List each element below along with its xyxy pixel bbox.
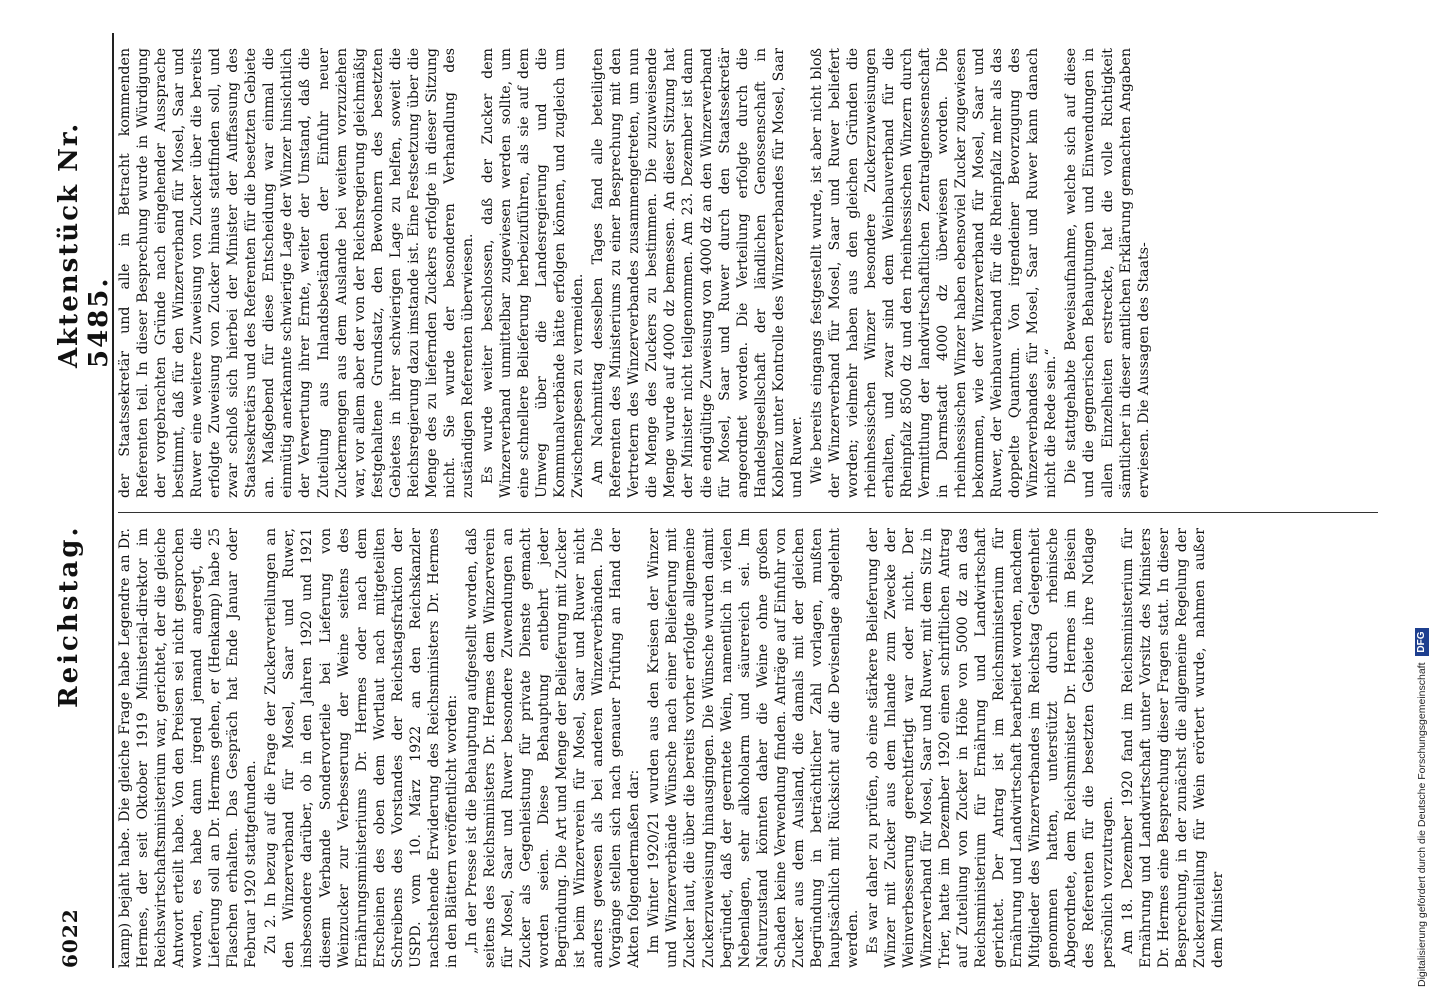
paragraph: „In der Presse ist die Behauptung aufgestellt worden, daß seitens des Reichsministers Dr. Hermes dem Winzerverein für Mosel, Saar und Ruwer besondere Zuwendungen an Zucker als Gegenleistung für private Dienste gemacht worden seien. Diese Behauptung entbehrt jeder Begründung. Die Art und Menge der Belieferung mit Zucker ist beim Winzerverein für Mosel, Saar und Ruwer nicht anders gewesen als bei anderen Winzerverbänden. Die Vorgänge stellen sich nach genauer Prüfung an Hand der Akten folgendermaßen dar: bbox=[463, 528, 643, 968]
rotated-document bbox=[52, 33, 1392, 968]
header-right-title: Aktenstück Nr. 5485. bbox=[54, 121, 114, 368]
paragraph: Die stattgehabte Beweisaufnahme, welche sich auf diese und die gegnerischen Behauptungen und Einwendungen in allen Einzelheiten erstreckte, hat die volle Richtigkeit sämtlicher in dieser amtlichen Erklärung gemachten Angaben erwiesen. Die Aussagen des Staats- bbox=[1063, 48, 1152, 498]
header-left-title: Reichstag. bbox=[54, 524, 84, 708]
column-divider bbox=[118, 512, 1378, 513]
right-column bbox=[116, 48, 1386, 498]
page-number: 6022 bbox=[58, 908, 82, 968]
dfg-note-text: Digitalisierung gefördert durch die Deutsche Forschungsgemeinschaft bbox=[1416, 662, 1428, 987]
page-header bbox=[52, 33, 114, 968]
dfg-logo: DFG bbox=[1415, 628, 1429, 655]
paragraph: Es wurde weiter beschlossen, daß der Zucker dem Winzerverband unmittelbar zugewiesen werden sollte, um eine schnellere Belieferung herbeizuführen, als sie auf dem Umweg über die Landesregierung und die Kommunalverbände hätte erfolgen können, und zugleich um Zwischenspesen zu vermeiden. bbox=[479, 48, 587, 498]
paragraph: Wie bereits eingangs festgestellt wurde, ist aber nicht bloß der Winzerverband für Mosel, Saar und Ruwer beliefert worden; vielmehr haben aus den gleichen Gründen die rheinhessischen Winzer besondere Zuckerzuweisungen erhalten, und zwar sind dem Weinbauverband für die Rheinpfalz 8500 dz und den rheinhessischen Winzern durch Vermittlung der landwirtschaftlichen Zentralgenossenschaft in Darmstadt 4000 dz überwiesen worden. Die rheinhessischen Winzer haben ebensoviel Zucker zugewiesen bekommen, wie der Winzerverband für Mosel, Saar und Ruwer, der Weinbauverband für die Rheinpfalz mehr als das doppelte Quantum. Von irgendeiner Bevorzugung des Winzerverbandes für Mosel, Saar und Ruwer kann danach nicht die Rede sein.“ bbox=[808, 48, 1060, 498]
left-column bbox=[116, 528, 1386, 968]
paragraph: Es war daher zu prüfen, ob eine stärkere Belieferung der Winzer mit Zucker aus dem Inlande zum Zwecke der Weinverbesserung gerechtfertigt war oder nicht. Der Winzerverband für Mosel, Saar und Ruwer, mit dem Sitz in Trier, hatte im Dezember 1920 einen schriftlichen Antrag auf Zuteilung von Zucker in Höhe von 5000 dz an das Reichsministerium für Ernährung und Landwirtschaft gerichtet. Der Antrag ist im Reichsministerium für Ernährung und Landwirtschaft bearbeitet worden, nachdem Mitglieder des Winzerverbandes im Reichstag Gelegenheit genommen hatten, unterstützt durch rheinische Abgeordnete, dem Reichsminister Dr. Hermes im Beisein des Referenten für die besetzten Gebiete ihre Notlage persönlich vorzutragen. bbox=[864, 528, 1116, 968]
paragraph: kamp) bejaht habe. Die gleiche Frage habe Legendre an Dr. Hermes, der seit Oktober 1919 Ministerial-direktor im Reichswirtschaftsministerium war, gerichtet, der die gleiche Antwort erteilt habe. Von den Preisen sei nicht gesprochen worden, es habe dann irgend jemand angeregt, die Lieferung soll an Dr. Hermes gehen, er (Henkamp) habe 25 Flaschen erhalten. Das Gespräch hat Ende Januar oder Februar 1920 stattgefunden. bbox=[117, 528, 260, 968]
paragraph: Zu 2. In bezug auf die Frage der Zuckerverteilungen an den Winzerverband für Mosel, Saar und Ruwer, insbesondere darüber, ob in den Jahren 1920 und 1921 diesem Verbande Sondervorteile bei Lieferung von Weinzucker zur Verbesserung der Weine seitens des Ernährungsministeriums Dr. Hermes oder nach dem Erscheinen des oben dem Wortlaut nach mitgeteilten Schreibens des Vorstandes der Reichstagsfraktion der USPD. vom 10. März 1922 an den Reichskanzler nachstehende Erwiderung des Reichsministers Dr. Hermes in den Blättern veröffentlicht worden: bbox=[263, 528, 460, 968]
paragraph: Am 18. Dezember 1920 fand im Reichsministerium für Ernährung und Landwirtschaft unter Vorsitz des Ministers Dr. Hermes eine Besprechung dieser Fragen statt. In dieser Besprechung, in der zunächst die allgemeine Regelung der Zuckerzuteilung für Wein erörtert wurde, nahmen außer dem Minister bbox=[1119, 528, 1226, 968]
paragraph: der Staatssekretär und alle in Betracht kommenden Referenten teil. In dieser Besprechung wurde in Würdigung der vorgebrachten Gründe nach eingehender Aussprache bestimmt, daß für den Winzerverband für Mosel, Saar und Ruwer eine weitere Zuweisung von Zucker über die bereits erfolgte Zuweisung von Zucker hinaus stattfinden soll, und zwar schloß sich hierbei der Minister der Auffassung des Staatssekretärs und des Referenten für die besetzten Gebiete an. Maßgebend für diese Entscheidung war einmal die einmütig anerkannte schwierige Lage der Winzer hinsichtlich der Verwertung ihrer Ernte, weiter der Umstand, daß die Zuteilung aus Inlandsbeständen der Einfuhr neuer Zuckermengen aus dem Auslande bei weitem vorzuziehen war, vor allem aber der von der Reichsregierung gleichmäßig festgehaltene Grundsatz, den Bewohnern des besetzten Gebietes in ihrer schwierigen Lage zu helfen, soweit die Reichsregierung dazu imstande ist. Eine Festsetzung über die Menge des zu liefernden Zuckers erfolgte in dieser Sitzung nicht. Sie wurde der besonderen Verhandlung des zuständigen Referenten überwiesen. bbox=[117, 48, 476, 498]
paragraph: Im Winter 1920/21 wurden aus den Kreisen der Winzer und Winzerverbände Wünsche nach einer Belieferung mit Zucker laut, die über die bereits vorher erfolgte allgemeine Zuckerzuweisung hinausgingen. Die Wünsche wurden damit begründet, daß der geerntete Wein, namentlich in vielen Nebenlagen, sehr alkoholarm und säurereich sei. Im Naturzustand könnten daher die Weine ohne großen Schaden keine Verwendung finden. Anträge auf Einfuhr von Zucker aus dem Ausland, die damals mit der gleichen Begründung in beträchtlicher Zahl vorlagen, mußten hauptsächlich mit Rücksicht auf die Devisenlage abgelehnt werden. bbox=[646, 528, 861, 968]
dfg-side-note bbox=[1410, 5, 1434, 995]
paragraph: Am Nachmittag desselben Tages fand alle beteiligten Referenten des Ministeriums zu einer Besprechung mit den Vertretern des Winzerverbandes zusammengetreten, um nun die Menge des Zuckers zu bestimmen. Die zuzuweisende Menge wurde auf 4000 dz bemessen. An dieser Sitzung hat der Minister nicht teilgenommen. Am 23. Dezember ist dann die endgültige Zuweisung von 4000 dz an den Winzerverband für Mosel, Saar und Ruwer durch den Staatssekretär angeordnet worden. Die Verteilung erfolgte durch die Handelsgesellschaft der ländlichen Genossenschaft in Koblenz unter Kontrolle des Winzerverbandes für Mosel, Saar und Ruwer. bbox=[590, 48, 805, 498]
